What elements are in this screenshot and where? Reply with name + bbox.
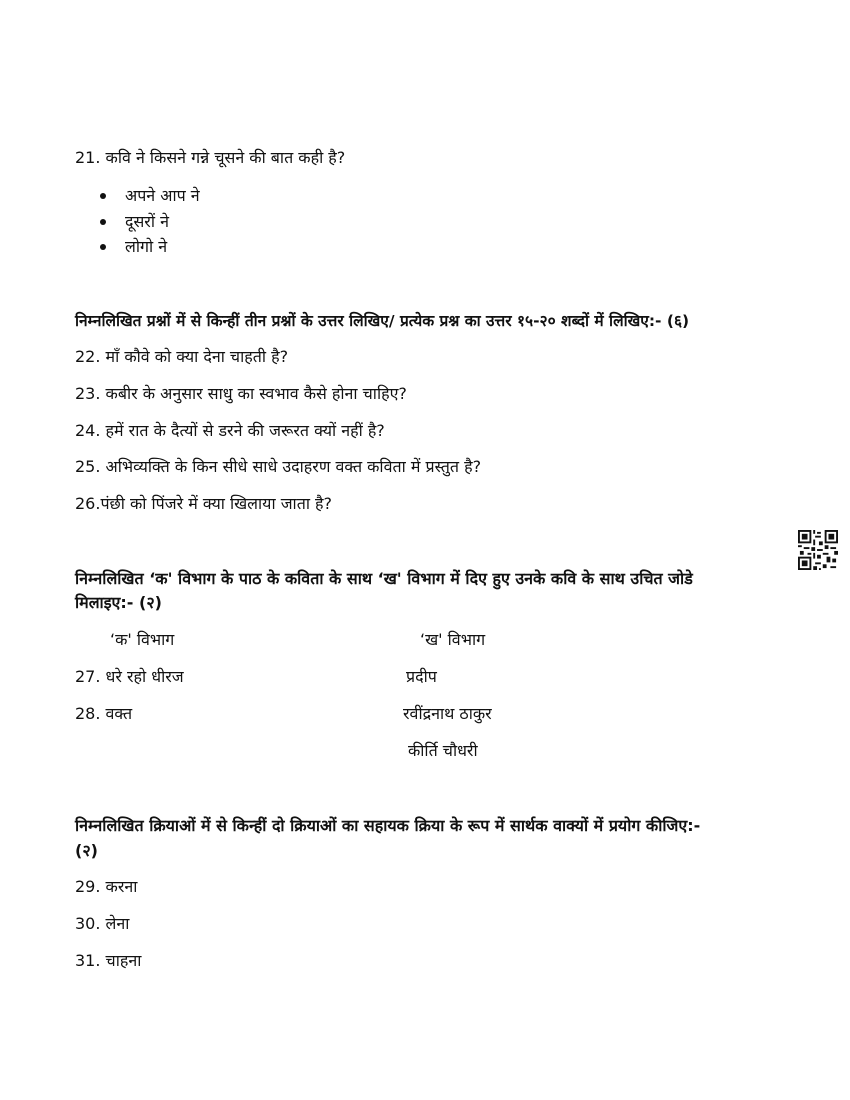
question-25: 25. अभिव्यक्ति के किन सीधे साधे उदाहरण वक्त कविता में प्रस्तुत है? (75, 457, 482, 476)
options-list (100, 183, 200, 260)
question-23: 23. कबीर के अनुसार साधु का स्वभाव कैसे होना चाहिए? (75, 384, 407, 403)
option-label: दूसरों ने (125, 211, 169, 231)
match-option-b3: कीर्ति चौधरी (408, 741, 478, 760)
section-heading-matching-line2: मिलाइए:- (२) (75, 593, 162, 612)
match-option-b2: रवींद्रनाथ ठाकुर (403, 704, 492, 723)
bullet-icon (100, 193, 106, 199)
question-21: 21. कवि ने किसने गन्ने चूसने की बात कही है? (75, 148, 346, 167)
section-heading-matching-line1: निम्नलिखित ‘क' विभाग के पाठ के कविता के साथ ‘ख' विभाग में दिए हुए उनके कवि के साथ उचित जोडे (75, 569, 693, 588)
bullet-icon (100, 219, 106, 225)
section-heading-verbs-line1: निम्नलिखित क्रियाओं में से किन्हीं दो क्रियाओं का सहायक क्रिया के रूप में सार्थक वाक्यों में प्रयोग कीजिए:- (75, 816, 701, 835)
option-label: अपने आप ने (125, 186, 200, 205)
question-24: 24. हमें रात के दैत्यों से डरने की जरूरत क्यों नहीं है? (75, 421, 385, 440)
question-30: 30. लेना (75, 914, 130, 933)
question-31: 31. चाहना (75, 951, 142, 970)
qr-code-icon (798, 530, 838, 570)
option-item (100, 209, 200, 235)
question-29: 29. करना (75, 877, 138, 896)
question-27: 27. धरे रहो धीरज (75, 667, 184, 686)
question-28: 28. वक्त (75, 704, 133, 723)
option-item (100, 183, 200, 209)
column-a-header: ‘क' विभाग (110, 630, 175, 649)
option-label: लोगो ने (125, 237, 168, 256)
section-heading-verbs-line2: (२) (75, 841, 98, 860)
section-heading-short-answers: निम्नलिखित प्रश्नों में से किन्हीं तीन प्रश्नों के उत्तर लिखिए/ प्रत्येक प्रश्न का उत्तर १५-२० शब्दों में लिखिए:- (६) (75, 312, 690, 330)
question-22: 22. माँ कौवे को क्या देना चाहती है? (75, 347, 289, 366)
column-b-header: ‘ख' विभाग (420, 630, 486, 649)
match-option-b1: प्रदीप (406, 667, 437, 686)
question-26: 26.पंछी को पिंजरे में क्या खिलाया जाता है? (75, 494, 333, 513)
option-item (100, 234, 200, 260)
bullet-icon (100, 244, 106, 250)
